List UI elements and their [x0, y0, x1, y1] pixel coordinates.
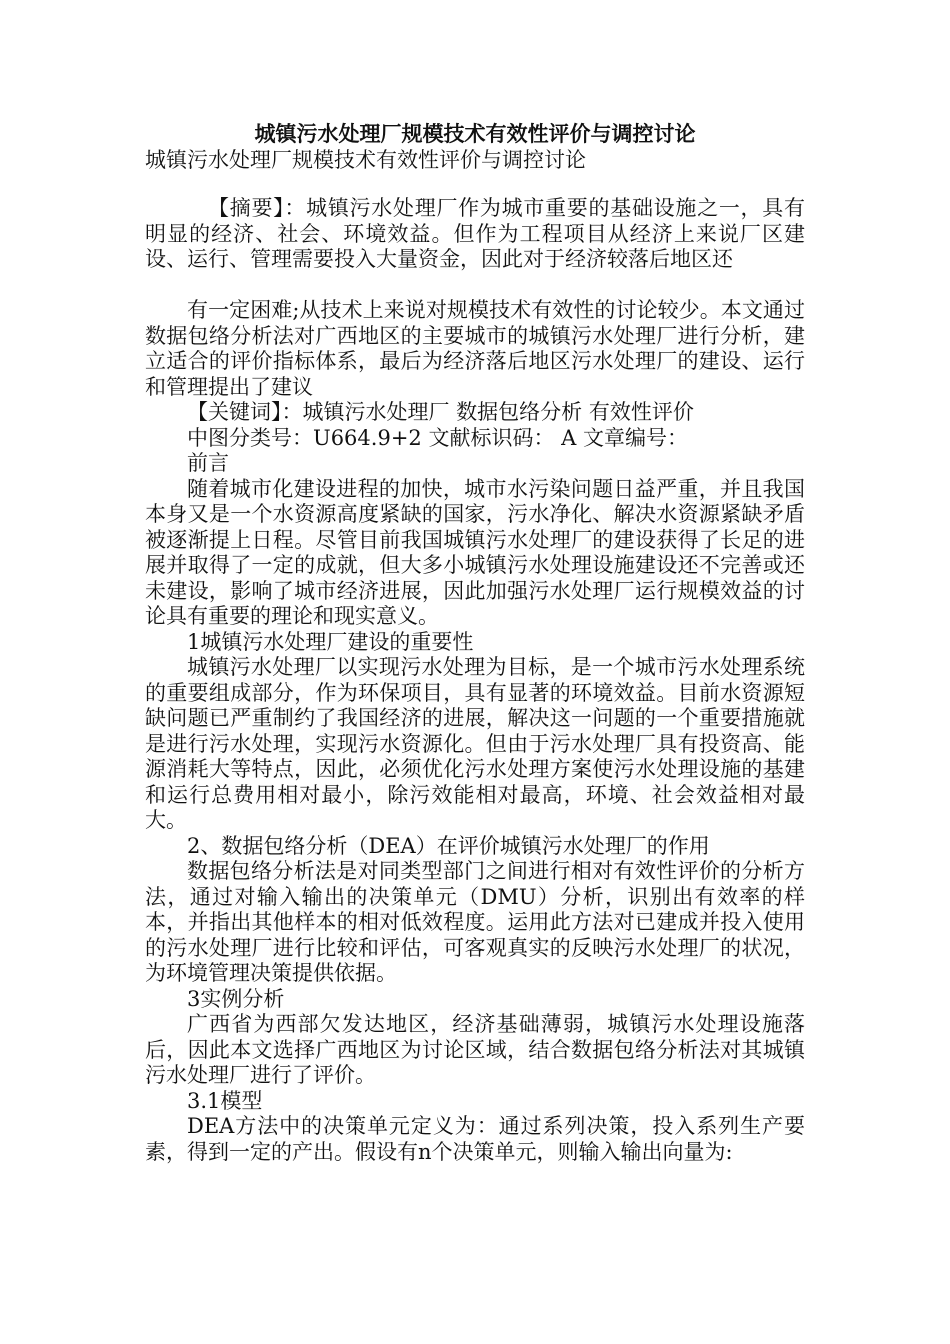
section-2-heading: 2、数据包络分析（DEA）在评价城镇污水处理厂的作用: [187, 833, 710, 858]
preface-paragraph: 随着城市化建设进程的加快，城市水污染问题日益严重，并且我国本身又是一个水资源高度紧缺的国家，污水净化、解决水资源紧缺矛盾被逐渐提上日程。尽管目前我国城镇污水处理厂的建设获得了长足的进展并取得了一定的成就，但大多小城镇污水处理设施建设还不完善或还未建设，影响了城市经济进展，因此加强污水处理厂运行规模效益的讨论具有重要的理论和现实意义。: [145, 476, 805, 628]
section-3-1-paragraph: DEA方法中的决策单元定义为：通过系列决策，投入系列生产要素，得到一定的产出。假设有n个决策单元，则输入输出向量为:: [145, 1114, 805, 1164]
section-3-1-heading: 3.1模型: [187, 1088, 263, 1113]
abstract-paragraph: 【摘要】：城镇污水处理厂作为城市重要的基础设施之一，具有明显的经济、社会、环境效益。但作为工程项目从经济上来说厂区建设、运行、管理需要投入大量资金，因此对于经济较落后地区还: [145, 196, 805, 271]
document-title: 城镇污水处理厂规模技术有效性评价与调控讨论: [254, 121, 696, 146]
section-1-heading: 1城镇污水处理厂建设的重要性: [187, 629, 474, 654]
preface-heading: 前言: [187, 451, 229, 475]
document-body: [145, 120, 805, 1165]
section-3-heading: 3实例分析: [187, 986, 285, 1011]
keywords-line: 【关键词】：城镇污水处理厂 数据包络分析 有效性评价: [187, 400, 694, 424]
classification-line: 中图分类号：U664.9+2 文献标识码： A 文章编号：: [187, 425, 688, 450]
spacer: [145, 174, 805, 196]
abstract-continuation: 有一定困难;从技术上来说对规模技术有效性的讨论较少。本文通过数据包络分析法对广西地区的主要城市的城镇污水处理厂进行分析，建立适合的评价指标体系，最后为经济落后地区污水处理厂的建设、运行和管理提出了建议: [145, 298, 805, 399]
section-2-paragraph: 数据包络分析法是对同类型部门之间进行相对有效性评价的分析方法，通过对输入输出的决策单元（DMU）分析，识别出有效率的样本，并指出其他样本的相对低效程度。运用此方法对已建成并投入使用的污水处理厂进行比较和评估，可客观真实的反映污水处理厂的状况，为环境管理决策提供依据。: [145, 859, 805, 985]
section-1-paragraph: 城镇污水处理厂以实现污水处理为目标，是一个城市污水处理系统的重要组成部分，作为环保项目，具有显著的环境效益。目前水资源短缺问题已严重制约了我国经济的进展，解决这一问题的一个重要措施就是进行污水处理，实现污水资源化。但由于污水处理厂具有投资高、能源消耗大等特点，因此，必须优化污水处理方案使污水处理设施的基建和运行总费用相对最小，除污效能相对最高，环境、社会效益相对最大。: [145, 655, 805, 832]
blank-line: [145, 273, 805, 299]
section-3-paragraph: 广西省为西部欠发达地区，经济基础薄弱，城镇污水处理设施落后，因此本文选择广西地区为讨论区域，结合数据包络分析法对其城镇污水处理厂进行了评价。: [145, 1012, 805, 1087]
document-subtitle: 城镇污水处理厂规模技术有效性评价与调控讨论: [145, 148, 586, 172]
